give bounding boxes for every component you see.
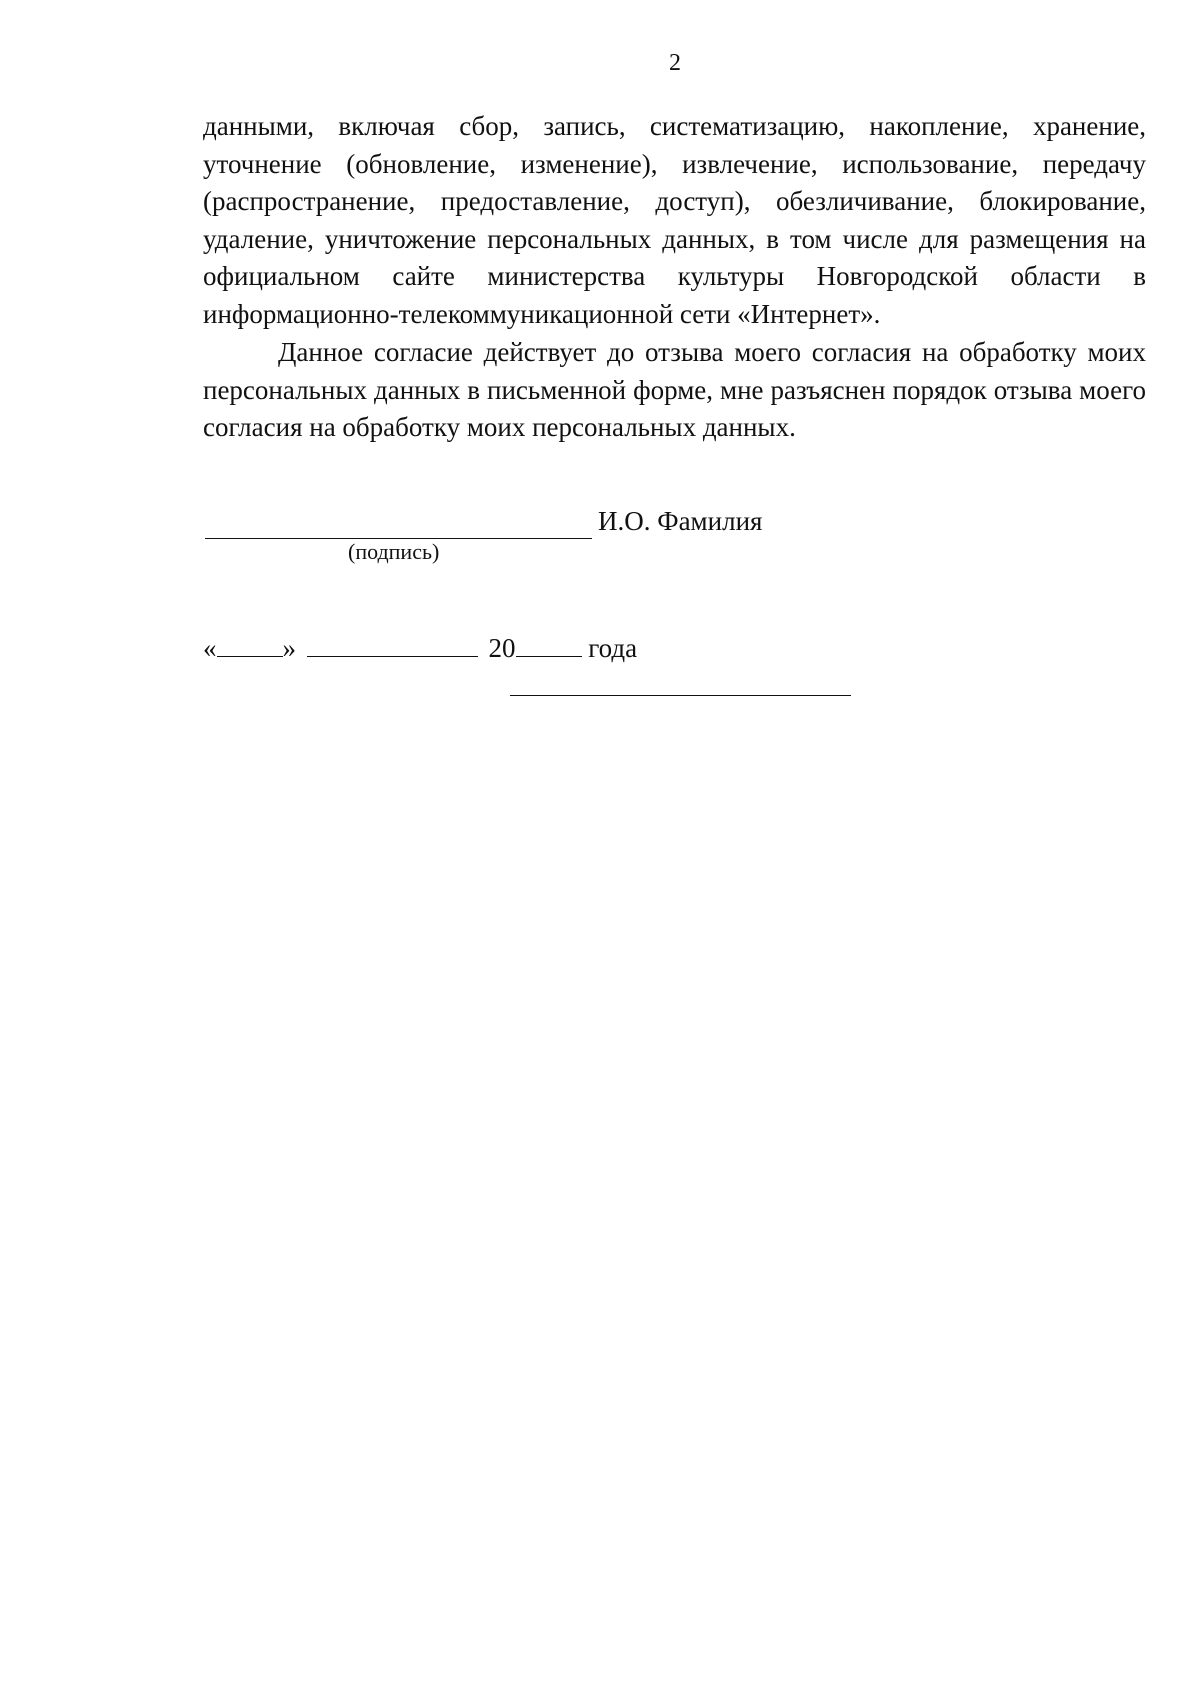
year-suffix: года xyxy=(588,633,638,663)
document-body xyxy=(203,108,1146,447)
signatory-name: И.О. Фамилия xyxy=(598,506,763,536)
year-century: 20 xyxy=(488,633,516,663)
paragraph-processing-scope: данными, включая сбор, запись, систематизацию, накопление, хранение, уточнение (обновление, изменение), извлечение, использование, передачу (распространение, предоставление, доступ), обезличивание, блокирование, удаление, уничтожение персональных данных, в том числе для размещения на официальном сайте министерства культуры Новгородской области в информационно-телекоммуникационной сети «Интернет». xyxy=(203,111,1146,329)
signature-caption: (подпись) xyxy=(348,539,440,564)
paragraph-consent-validity: Данное согласие действует до отзыва моего согласия на обработку моих персональных данных в письменной форме, мне разъяснен порядок отзыва моего согласия на обработку моих персональных данных. xyxy=(203,337,1146,442)
date-close-quote: » xyxy=(282,633,296,663)
year-blank xyxy=(516,630,582,657)
day-blank xyxy=(217,630,283,657)
month-blank xyxy=(307,630,478,657)
date-line xyxy=(203,628,637,668)
date-open-quote: « xyxy=(203,633,217,663)
page-number: 2 xyxy=(669,50,681,76)
closing-rule xyxy=(510,695,851,696)
